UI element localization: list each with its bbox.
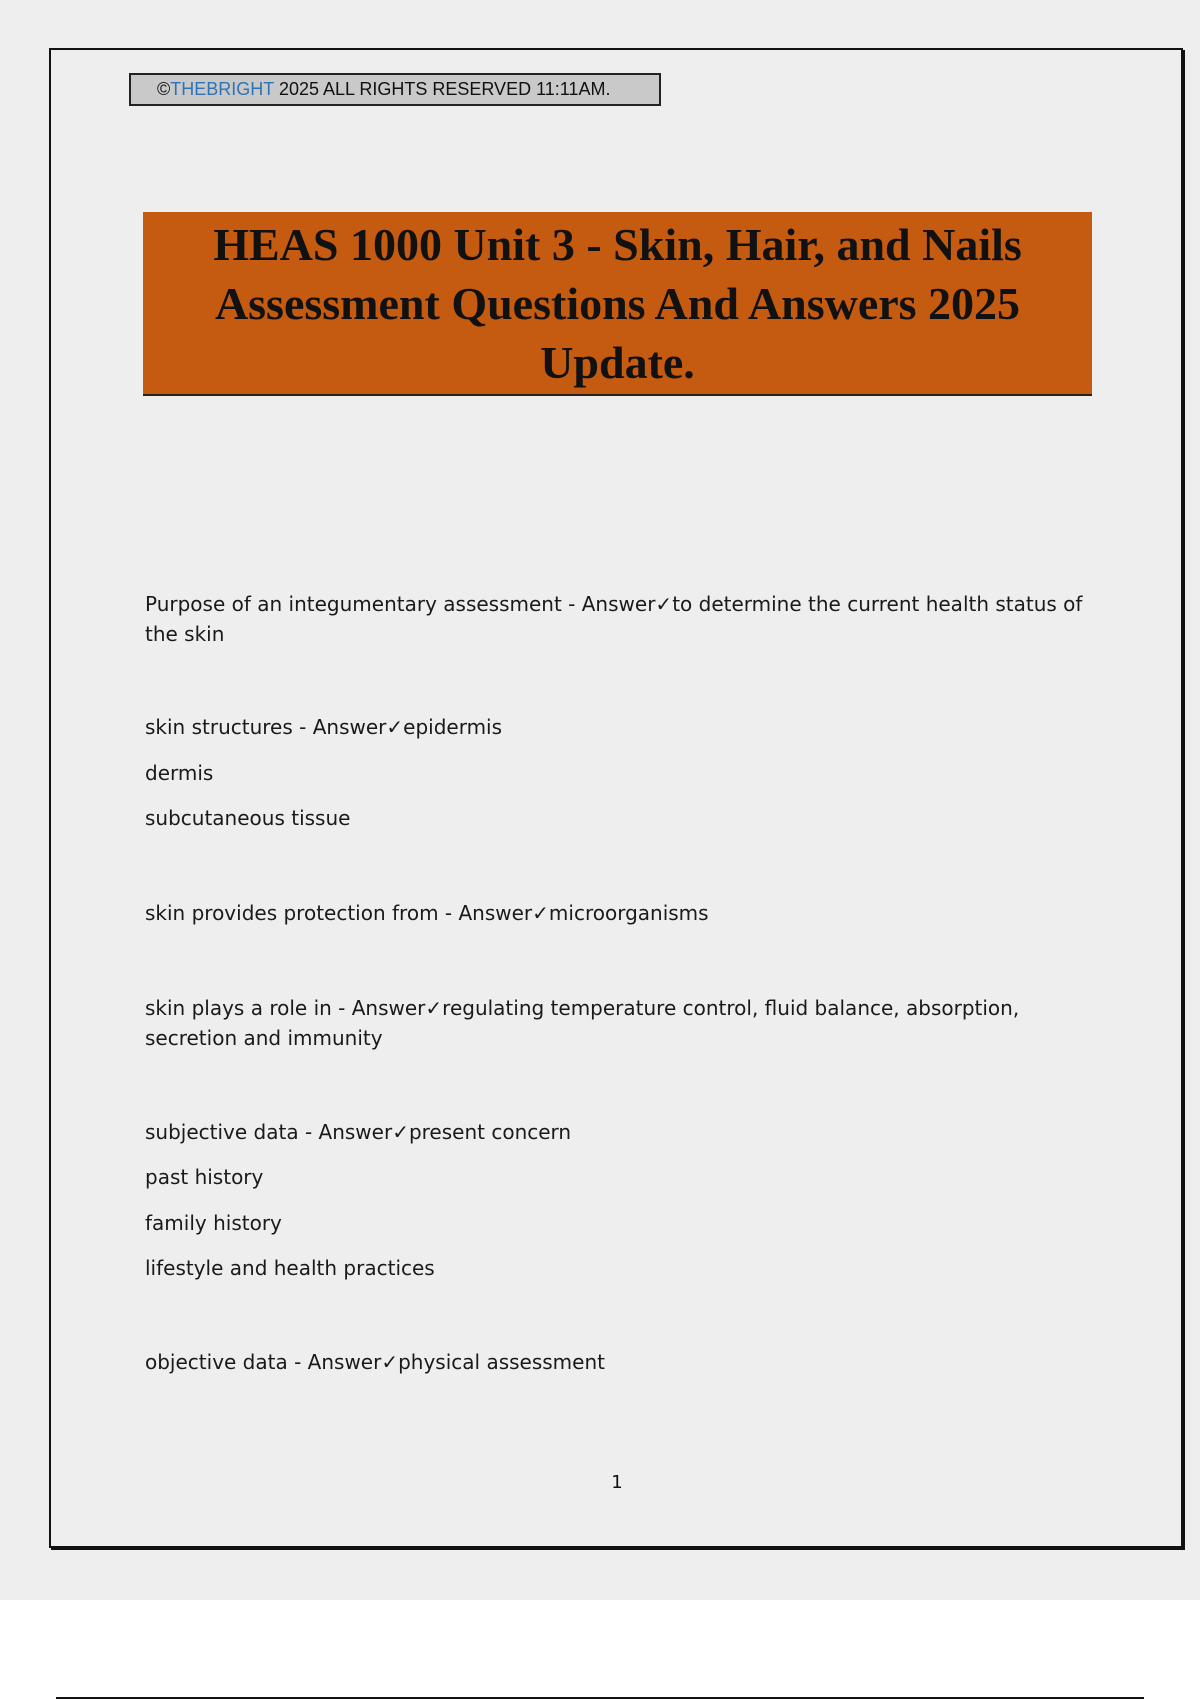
qa-item-protection: [145, 898, 709, 928]
question-text: skin structures - Answer: [145, 715, 387, 739]
copyright-notice: [129, 73, 661, 106]
copyright-text: 2025 ALL RIGHTS RESERVED 11:11AM.: [273, 79, 611, 99]
check-icon: ✓: [532, 901, 549, 925]
question-text: skin plays a role in - Answer: [145, 996, 426, 1020]
check-icon: ✓: [655, 592, 673, 616]
answer-text: epidermis: [403, 715, 503, 739]
answer-text: present concern: [408, 1120, 572, 1144]
qa-item-subjective-data: [145, 1117, 571, 1147]
qa-item-skin-structures: [145, 712, 502, 742]
answer-line: dermis: [145, 761, 214, 785]
copyright-symbol: ©: [157, 79, 171, 99]
answer-text: physical assessment: [398, 1350, 605, 1374]
title-banner: [143, 212, 1092, 396]
answer-text: regulating temperature control, fluid balance, absorption, secretion and immunity: [145, 996, 1020, 1050]
check-icon: ✓: [381, 1350, 399, 1374]
answer-line: subcutaneous tissue: [145, 806, 351, 830]
answer-line: past history: [145, 1165, 264, 1189]
brand-name: THEBRIGHT: [170, 79, 274, 99]
qa-item-objective-data: [145, 1347, 605, 1377]
next-page-top-border: [56, 1697, 1144, 1699]
page-number: 1: [611, 1472, 623, 1493]
check-icon: ✓: [425, 996, 443, 1020]
answer-line: family history: [145, 1211, 282, 1235]
check-icon: ✓: [392, 1120, 409, 1144]
check-icon: ✓: [386, 715, 404, 739]
question-text: subjective data - Answer: [145, 1120, 393, 1144]
question-text: objective data - Answer: [145, 1350, 382, 1374]
question-text: skin provides protection from - Answer: [145, 901, 533, 925]
answer-line: lifestyle and health practices: [145, 1256, 435, 1280]
question-text: Purpose of an integumentary assessment - Answer: [145, 592, 656, 616]
qa-item-purpose: [145, 589, 1085, 649]
answer-text: microorganisms: [548, 901, 709, 925]
document-title: HEAS 1000 Unit 3 - Skin, Hair, and Nails Assessment Questions And Answers 2025 Update.: [213, 218, 1022, 388]
answer-text: to determine the current health status of the skin: [145, 592, 1083, 646]
qa-item-role: [145, 993, 1085, 1053]
